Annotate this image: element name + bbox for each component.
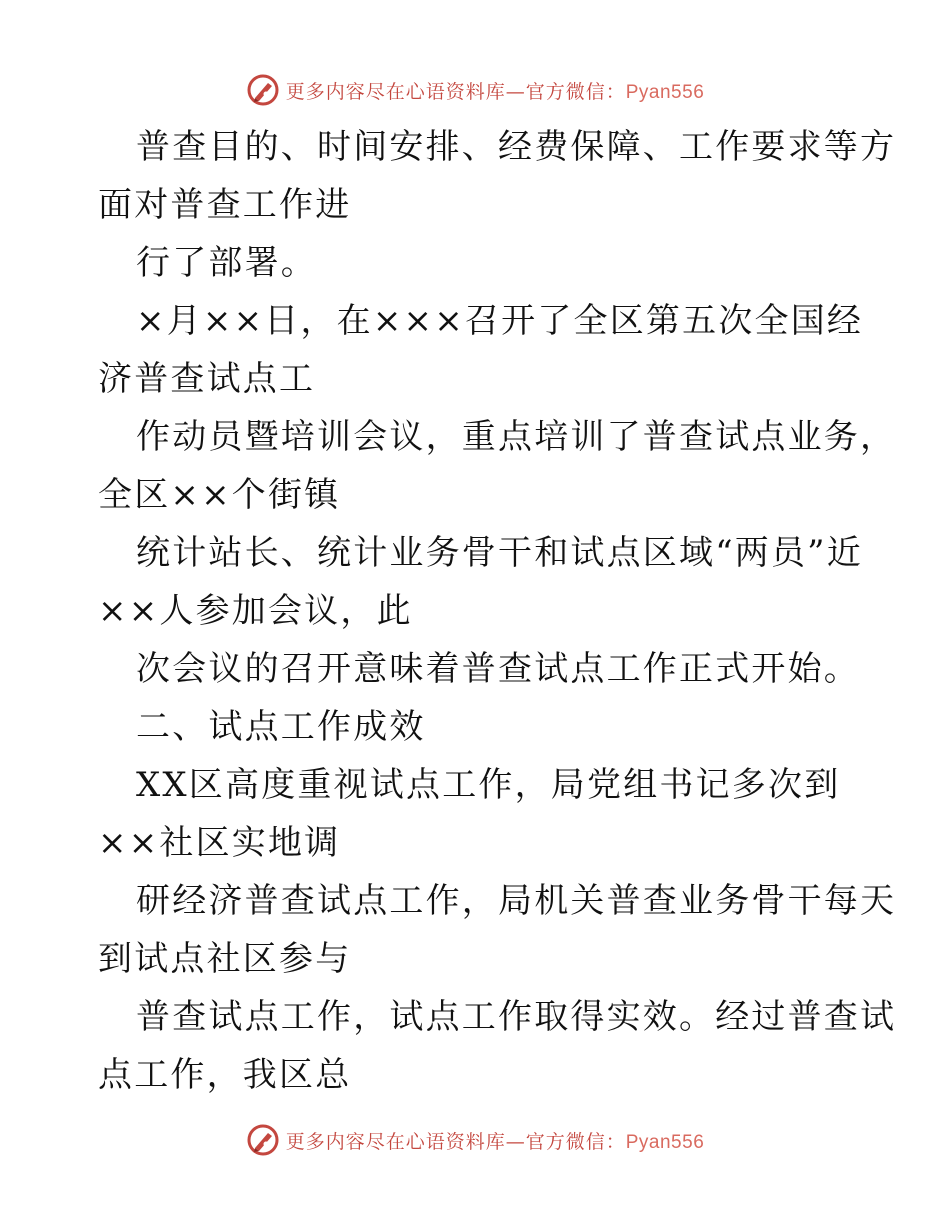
- text-line: ×月××日，在×××召开了全区第五次全国经: [136, 301, 864, 341]
- section-heading: 二、试点工作成效: [136, 707, 426, 747]
- header-banner-wechat-id: Pyan556: [625, 81, 705, 103]
- footer-banner-wechat-id: Pyan556: [625, 1131, 705, 1153]
- text-line: 普查试点工作，试点工作取得实效。经过普查试: [136, 997, 897, 1037]
- text-line: 研经济普查试点工作，局机关普查业务骨干每天: [136, 881, 897, 921]
- text-line: 到试点社区参与: [98, 939, 352, 979]
- text-line: 面对普查工作进: [98, 185, 352, 225]
- header-banner-text: 更多内容尽在心语资料库—官方微信：: [285, 80, 626, 103]
- header-banner: [0, 70, 950, 110]
- text-line: ××社区实地调: [98, 823, 341, 863]
- text-line: 全区××个街镇: [98, 475, 341, 515]
- text-line: ××人参加会议，此: [98, 591, 413, 631]
- text-line: 次会议的召开意味着普查试点工作正式开始。: [136, 649, 860, 689]
- text-line: 点工作，我区总: [98, 1055, 352, 1095]
- text-line: 作动员暨培训会议，重点培训了普查试点业务，: [136, 417, 897, 457]
- text-line: 普查目的、时间安排、经费保障、工作要求等方: [136, 127, 897, 167]
- footer-banner: [0, 1120, 950, 1160]
- text-line: 统计站长、统计业务骨干和试点区域“两员”近: [136, 533, 863, 573]
- footer-banner-label: [286, 1127, 705, 1154]
- footer-banner-text: 更多内容尽在心语资料库—官方微信：: [285, 1130, 626, 1153]
- text-line: 行了部署。: [136, 243, 317, 283]
- text-line: 济普查试点工: [98, 359, 316, 399]
- text-line: XX区高度重视试点工作，局党组书记多次到: [136, 765, 841, 805]
- pen-logo-icon: [246, 1123, 280, 1157]
- pen-logo-icon: [246, 73, 280, 107]
- document-body: [98, 118, 897, 1104]
- header-banner-label: [286, 77, 705, 104]
